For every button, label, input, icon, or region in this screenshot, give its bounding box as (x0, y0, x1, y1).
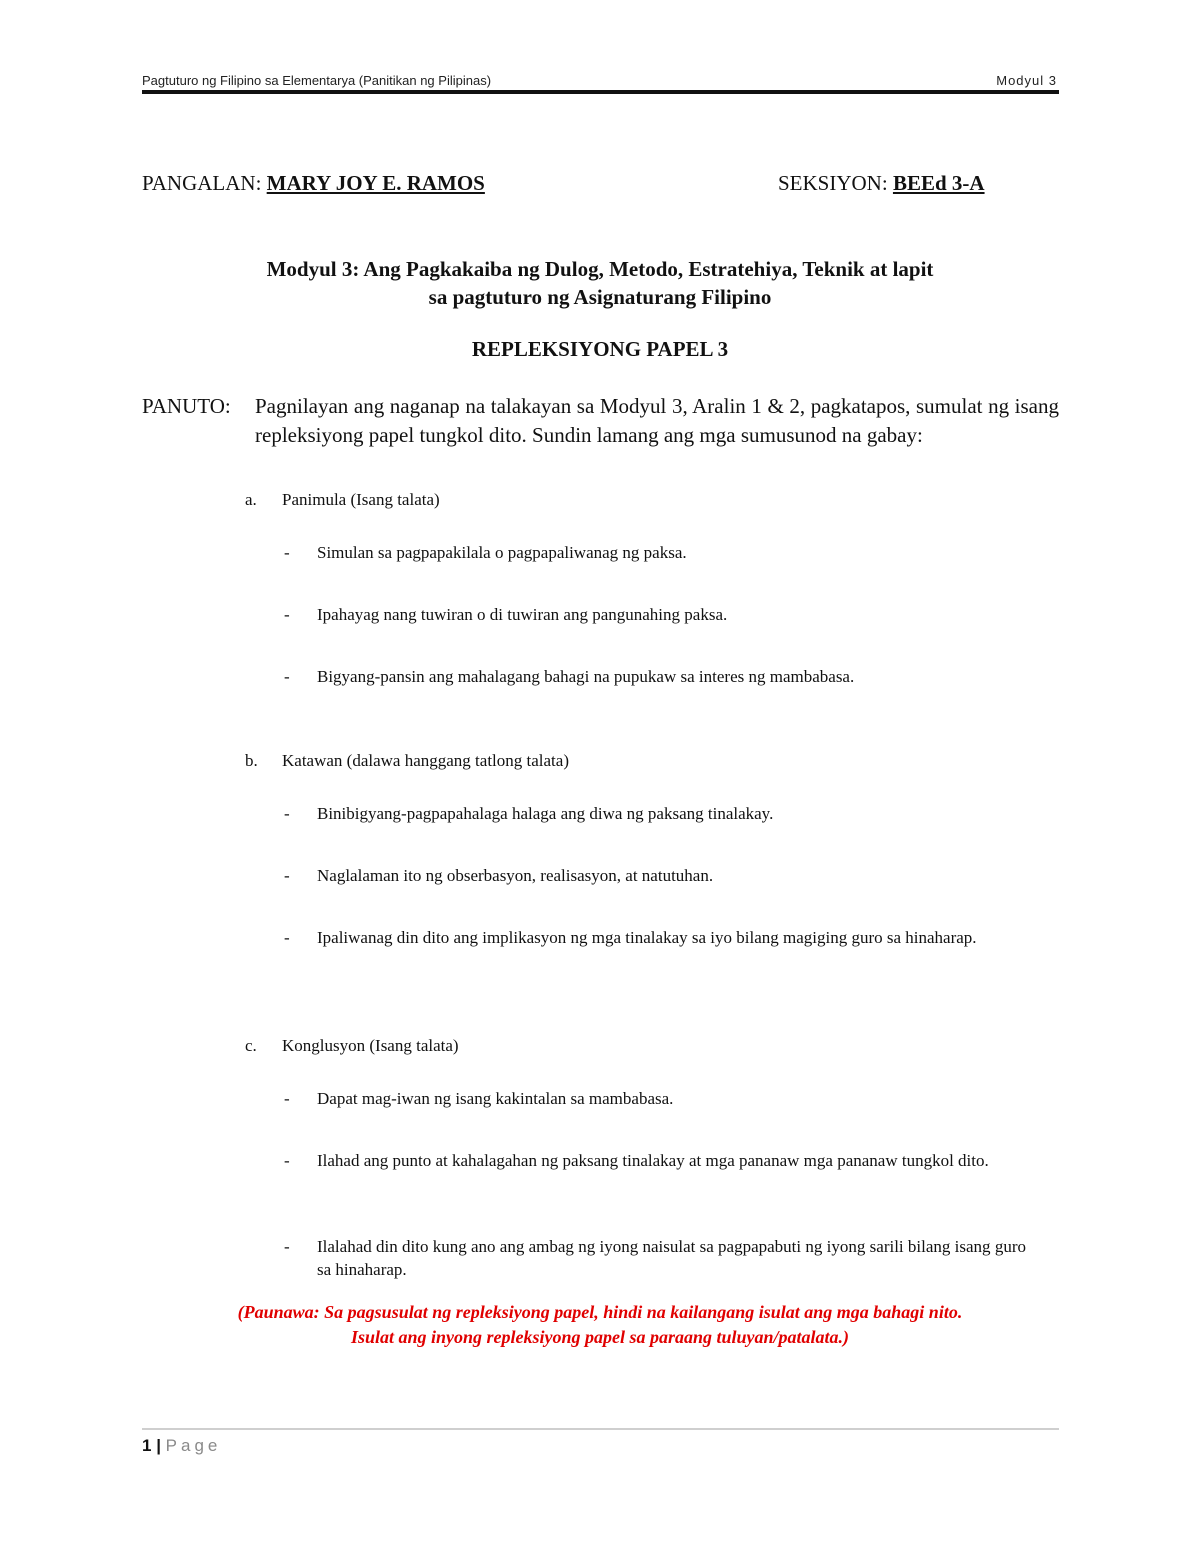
section-letter: c. (245, 1036, 257, 1055)
bullet-text: Ilahad ang punto at kahalagahan ng paksang tinalakay at mga pananaw mga pananaw tungkol dito. (317, 1151, 989, 1170)
bullet-text: Dapat mag-iwan ng isang kakintalan sa mambabasa. (317, 1089, 674, 1108)
name-label: PANGALAN: (142, 171, 267, 195)
bullet-text: Binibigyang-pagpapahalaga halaga ang diwa ng paksang tinalakay. (317, 804, 774, 823)
section-title: Katawan (dalawa hanggang tatlong talata) (282, 751, 569, 770)
module-title-line2: sa pagtuturo ng Asignaturang Filipino (428, 285, 772, 309)
bullet-text: Bigyang-pansin ang mahalagang bahagi na pupukaw sa interes ng mambabasa. (317, 667, 855, 686)
student-section-line (778, 171, 985, 196)
page-word: Page (165, 1436, 222, 1455)
instructions-label: PANUTO: (142, 394, 231, 418)
section-letter: b. (245, 751, 258, 770)
running-header-title: Pagtuturo ng Filipino sa Elementarya (Panitikan ng Pilipinas) (142, 73, 492, 88)
bullet-dash: - (284, 928, 290, 947)
bullet-dash: - (284, 667, 290, 686)
instructions-text: Pagnilayan ang naganap na talakayan sa Modyul 3, Aralin 1 & 2, pagkatapos, sumulat ng isang repleksiyong papel tungkol dito. Sundin lamang ang mga sumusunod na gabay: (255, 394, 1059, 447)
page-number: 1 (142, 1436, 152, 1455)
module-title-line1: Modyul 3: Ang Pagkakaiba ng Dulog, Metodo, Estratehiya, Teknik at lapit (266, 257, 934, 281)
bullet-text: Ipahayag nang tuwiran o di tuwiran ang pangunahing paksa. (317, 605, 728, 624)
bullet-text: Ipaliwanag din dito ang implikasyon ng mga tinalakay sa iyo bilang magiging guro sa hinaharap. (317, 928, 977, 947)
section-title: Konglusyon (Isang talata) (282, 1036, 459, 1055)
bullet-text: Naglalaman ito ng obserbasyon, realisasyon, at natutuhan. (317, 866, 714, 885)
section-title: Panimula (Isang talata) (282, 490, 440, 509)
section-label: SEKSIYON: (778, 171, 893, 195)
bullet-dash: - (284, 866, 290, 885)
bullet-dash: - (284, 605, 290, 624)
section-value: BEEd 3-A (892, 171, 985, 195)
bullet-dash: - (284, 1237, 290, 1256)
running-header-module: Modyul 3 (996, 73, 1057, 88)
name-value: MARY JOY E. RAMOS (266, 171, 485, 195)
page-separator: | (151, 1436, 166, 1455)
bullet-dash: - (284, 1089, 290, 1108)
note-line2: Isulat ang inyong repleksiyong papel sa paraang tuluyan/patalata.) (350, 1327, 850, 1347)
paper-subtitle: REPLEKSIYONG PAPEL 3 (471, 337, 729, 361)
bullet-dash: - (284, 804, 290, 823)
note-line1: (Paunawa: Sa pagsusulat ng repleksiyong papel, hindi na kailangang isulat ang mga bahagi nito. (237, 1302, 963, 1322)
bullet-dash: - (284, 1151, 290, 1170)
student-name-line (142, 171, 485, 196)
bullet-text: Simulan sa pagpapakilala o pagpapaliwanag ng paksa. (317, 543, 687, 562)
bullet-text: Ilalahad din dito kung ano ang ambag ng iyong naisulat sa pagpapabuti ng iyong sarili bilang isang guro sa hinaharap. (317, 1237, 1026, 1279)
footer-rule (142, 1428, 1059, 1430)
bullet-dash: - (284, 543, 290, 562)
header-rule (142, 90, 1059, 94)
page-footer (142, 1436, 221, 1456)
section-letter: a. (245, 490, 257, 509)
